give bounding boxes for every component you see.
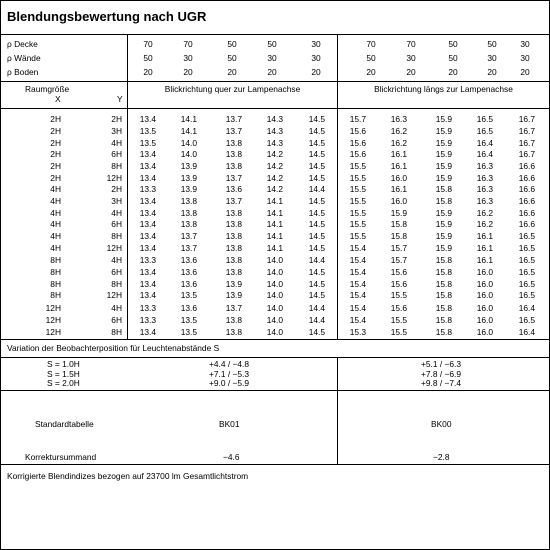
ugr-laengs-value: 16.2 [390,125,407,136]
ugr-laengs-value: 16.1 [476,255,493,265]
ugr-laengs-value: 15.8 [435,303,452,313]
room-y: 8H [111,231,122,242]
ugr-quer-value: 13.5 [180,314,197,325]
reflectance-value: 30 [520,39,530,49]
ugr-quer-value: 13.8 [225,161,242,172]
room-y: 8H [111,326,122,337]
ugr-quer-value: 14.5 [308,125,325,136]
reflectance-value: 20 [366,67,376,77]
table-title: Blendungsbewertung nach UGR [7,9,207,24]
ugr-laengs-value: 16.4 [476,149,493,160]
room-x: 4H [50,207,61,218]
ugr-quer-value: 14.2 [266,149,283,160]
reflectance-value: 20 [267,67,277,77]
ugr-quer-value: 14.5 [308,137,325,148]
ugr-laengs-value: 16.6 [518,195,535,206]
spacing-label: S = 2.0H [47,378,80,388]
ugr-laengs-value: 16.3 [390,114,407,124]
ugr-quer-value: 14.1 [266,243,283,253]
ugr-quer-value: 14.1 [266,219,283,230]
ugr-quer-value: 13.5 [180,326,197,337]
ugr-laengs-value: 15.6 [390,266,407,277]
ugr-quer-value: 13.4 [139,207,156,218]
ugr-laengs-value: 16.0 [476,314,493,325]
ugr-laengs-value: 15.4 [349,255,366,265]
ugr-quer-value: 14.2 [266,184,283,194]
divider [337,357,338,464]
reflectance-value: 30 [520,53,530,63]
ugr-laengs-value: 15.6 [390,278,407,289]
room-x: 2H [50,161,61,172]
room-x: 12H [45,326,61,337]
ugr-quer-value: 14.5 [308,243,325,253]
standard-table-label: Standardtabelle [35,419,94,429]
ugr-laengs-value: 15.5 [349,219,366,230]
ugr-laengs-value: 15.9 [435,161,452,172]
ugr-quer-value: 14.4 [308,303,325,313]
room-y: 12H [106,243,122,253]
ugr-quer-value: 13.4 [139,278,156,289]
reflectance-value: 50 [487,39,497,49]
ugr-laengs-value: 15.4 [349,314,366,325]
ugr-quer-value: 14.5 [308,326,325,337]
ugr-quer-value: 14.0 [266,303,283,313]
ugr-laengs-value: 15.4 [349,243,366,253]
reflectance-value: 30 [311,53,321,63]
view-laengs-header: Blickrichtung längs zur Lampenachse [374,84,513,94]
ugr-laengs-value: 16.3 [476,195,493,206]
room-y-header: Y [117,94,123,104]
room-x: 4H [50,231,61,242]
reflectance-value: 30 [487,53,497,63]
room-y: 4H [111,255,122,265]
ugr-laengs-value: 15.6 [349,125,366,136]
correction-quer: −4.6 [223,452,240,462]
ugr-quer-value: 13.7 [225,114,242,124]
ugr-laengs-value: 15.5 [390,290,407,301]
ugr-quer-value: 13.8 [225,255,242,265]
ugr-quer-value: 13.8 [225,219,242,230]
ugr-laengs-value: 16.5 [518,290,535,301]
ugr-laengs-value: 15.8 [390,231,407,242]
room-x: 12H [45,303,61,313]
room-y: 2H [111,114,122,124]
ugr-quer-value: 13.4 [139,195,156,206]
ugr-laengs-value: 15.9 [435,207,452,218]
ugr-quer-value: 13.7 [180,243,197,253]
reflectance-value: 20 [227,67,237,77]
ugr-quer-value: 14.2 [266,173,283,183]
ugr-quer-value: 13.8 [225,149,242,160]
ugr-quer-value: 13.9 [225,290,242,301]
reflectance-value: 20 [311,67,321,77]
ugr-laengs-value: 15.5 [349,231,366,242]
ugr-quer-value: 14.5 [308,195,325,206]
ugr-laengs-value: 15.8 [435,326,452,337]
room-y: 6H [111,266,122,277]
room-x: 2H [50,149,61,160]
room-x: 8H [50,290,61,301]
ugr-quer-value: 14.5 [308,161,325,172]
ugr-quer-value: 13.5 [139,125,156,136]
ugr-quer-value: 13.4 [139,114,156,124]
ugr-quer-value: 14.5 [308,278,325,289]
room-x-header: X [55,94,61,104]
reflectance-label: ρ Wände [7,53,41,63]
footnote: Korrigierte Blendindizes bezogen auf 23700 lm Gesamtlichtstrom [7,471,249,481]
room-y: 3H [111,195,122,206]
ugr-laengs-value: 15.4 [349,290,366,301]
ugr-laengs-value: 16.2 [390,137,407,148]
reflectance-value: 50 [448,53,458,63]
ugr-laengs-value: 16.4 [518,326,535,337]
reflectance-value: 50 [448,39,458,49]
room-y: 3H [111,125,122,136]
reflectance-value: 20 [406,67,416,77]
ugr-laengs-value: 15.5 [349,161,366,172]
ugr-laengs-value: 16.5 [518,255,535,265]
view-quer-header: Blickrichtung quer zur Lampenachse [164,84,301,94]
ugr-laengs-value: 15.6 [349,149,366,160]
room-x: 4H [50,219,61,230]
ugr-quer-value: 14.0 [266,326,283,337]
room-y: 8H [111,161,122,172]
ugr-quer-value: 14.0 [266,314,283,325]
ugr-quer-value: 14.0 [266,255,283,265]
ugr-quer-value: 13.4 [139,149,156,160]
ugr-quer-value: 14.0 [266,266,283,277]
room-y: 4H [111,303,122,313]
ugr-laengs-value: 15.8 [435,184,452,194]
ugr-quer-value: 13.8 [225,326,242,337]
ugr-quer-value: 14.0 [180,137,197,148]
ugr-laengs-value: 16.7 [518,125,535,136]
ugr-laengs-value: 16.2 [476,207,493,218]
reflectance-value: 20 [487,67,497,77]
ugr-laengs-value: 16.3 [476,161,493,172]
ugr-laengs-value: 15.4 [349,266,366,277]
room-x: 12H [45,314,61,325]
ugr-quer-value: 13.9 [180,173,197,183]
ugr-laengs-value: 15.9 [435,231,452,242]
ugr-quer-value: 14.1 [266,231,283,242]
ugr-quer-value: 13.5 [139,137,156,148]
reflectance-value: 70 [366,39,376,49]
divider [1,34,549,35]
ugr-laengs-value: 16.6 [518,161,535,172]
room-x: 2H [50,173,61,183]
ugr-laengs-value: 16.6 [518,184,535,194]
ugr-laengs-value: 15.5 [390,314,407,325]
ugr-quer-value: 13.7 [225,303,242,313]
ugr-quer-value: 13.7 [225,195,242,206]
ugr-quer-value: 14.1 [266,207,283,218]
room-x: 4H [50,184,61,194]
ugr-quer-value: 13.6 [180,303,197,313]
variation-quer: +4.4 / −4.8 [209,359,250,369]
ugr-quer-value: 14.1 [266,195,283,206]
ugr-laengs-value: 15.5 [390,326,407,337]
ugr-laengs-value: 15.4 [349,278,366,289]
ugr-laengs-value: 15.9 [435,243,452,253]
room-y: 6H [111,219,122,230]
variation-title: Variation der Beobachterposition für Leuchtenabstände S [7,343,220,353]
room-x: 4H [50,243,61,253]
ugr-laengs-value: 15.7 [390,243,407,253]
ugr-laengs-value: 15.9 [435,149,452,160]
ugr-quer-value: 13.7 [225,173,242,183]
ugr-laengs-value: 16.5 [518,266,535,277]
ugr-quer-value: 13.3 [139,255,156,265]
ugr-laengs-value: 16.7 [518,114,535,124]
ugr-laengs-value: 15.9 [435,173,452,183]
room-y: 6H [111,314,122,325]
ugr-quer-value: 13.4 [139,173,156,183]
reflectance-value: 50 [227,53,237,63]
room-x: 8H [50,266,61,277]
ugr-laengs-value: 15.5 [349,173,366,183]
room-size-header: Raumgröße [25,84,70,94]
reflectance-label: ρ Boden [7,67,39,77]
ugr-quer-value: 13.7 [180,231,197,242]
ugr-laengs-value: 15.9 [435,219,452,230]
ugr-laengs-value: 16.5 [518,278,535,289]
ugr-quer-value: 13.6 [180,278,197,289]
ugr-laengs-value: 16.7 [518,149,535,160]
reflectance-value: 70 [406,39,416,49]
ugr-laengs-value: 15.7 [390,255,407,265]
ugr-quer-value: 13.9 [180,184,197,194]
ugr-laengs-value: 15.5 [349,184,366,194]
ugr-laengs-value: 16.5 [518,243,535,253]
ugr-laengs-value: 16.6 [518,219,535,230]
reflectance-value: 50 [267,39,277,49]
variation-laengs: +7.8 / −6.9 [421,368,462,379]
reflectance-value: 20 [520,67,530,77]
variation-quer: +7.1 / −5.3 [209,368,250,379]
variation-laengs: +9.8 / −7.4 [421,378,462,388]
reflectance-value: 30 [311,39,321,49]
ugr-laengs-value: 16.2 [476,219,493,230]
divider [1,81,549,82]
ugr-laengs-value: 16.3 [476,184,493,194]
room-x: 2H [50,125,61,136]
ugr-laengs-value: 16.0 [476,278,493,289]
room-y: 6H [111,149,122,160]
correction-label: Korrektursummand [25,452,97,462]
ugr-quer-value: 13.8 [225,266,242,277]
ugr-laengs-value: 15.3 [349,326,366,337]
ugr-quer-value: 13.4 [139,243,156,253]
ugr-laengs-value: 16.4 [518,303,535,313]
ugr-laengs-value: 16.5 [476,114,493,124]
reflectance-value: 50 [143,53,153,63]
ugr-quer-value: 14.5 [308,219,325,230]
ugr-quer-value: 13.3 [139,184,156,194]
ugr-quer-value: 13.6 [225,184,242,194]
room-x: 8H [50,278,61,289]
ugr-laengs-value: 16.0 [390,173,407,183]
ugr-quer-value: 14.1 [180,114,197,124]
divider [1,108,549,109]
ugr-laengs-value: 15.9 [435,125,452,136]
ugr-quer-value: 14.5 [308,173,325,183]
ugr-quer-value: 13.3 [139,303,156,313]
room-x: 2H [50,137,61,148]
room-x: 8H [50,255,61,265]
ugr-quer-value: 13.4 [139,326,156,337]
ugr-quer-value: 14.5 [308,149,325,160]
ugr-quer-value: 13.4 [139,266,156,277]
ugr-quer-value: 14.4 [308,184,325,194]
ugr-quer-value: 13.8 [225,137,242,148]
ugr-laengs-value: 15.8 [435,266,452,277]
reflectance-label: ρ Decke [7,39,38,49]
ugr-laengs-value: 15.9 [390,207,407,218]
ugr-quer-value: 14.5 [308,290,325,301]
ugr-laengs-value: 15.8 [435,255,452,265]
ugr-laengs-value: 15.8 [435,314,452,325]
ugr-laengs-value: 15.9 [435,114,452,124]
spacing-label: S = 1.0H [47,359,80,369]
ugr-laengs-value: 16.3 [476,173,493,183]
ugr-quer-value: 14.3 [266,125,283,136]
ugr-quer-value: 13.4 [139,231,156,242]
reflectance-value: 30 [406,53,416,63]
divider [1,390,549,391]
ugr-quer-value: 13.8 [225,231,242,242]
ugr-quer-value: 14.5 [308,266,325,277]
reflectance-value: 70 [143,39,153,49]
ugr-laengs-value: 15.8 [435,278,452,289]
ugr-quer-value: 14.4 [308,314,325,325]
ugr-laengs-value: 16.0 [476,266,493,277]
ugr-laengs-value: 16.1 [390,149,407,160]
ugr-quer-value: 14.4 [308,255,325,265]
ugr-quer-value: 13.9 [180,161,197,172]
reflectance-value: 70 [183,39,193,49]
ugr-quer-value: 13.9 [225,278,242,289]
room-x: 4H [50,195,61,206]
ugr-quer-value: 14.0 [266,278,283,289]
ugr-laengs-value: 16.4 [476,137,493,148]
ugr-quer-value: 14.0 [180,149,197,160]
ugr-laengs-value: 15.6 [349,137,366,148]
variation-quer: +9.0 / −5.9 [209,378,250,388]
ugr-quer-value: 13.8 [225,314,242,325]
ugr-laengs-value: 16.0 [476,326,493,337]
ugr-laengs-value: 15.7 [349,114,366,124]
ugr-laengs-value: 16.0 [390,195,407,206]
room-y: 4H [111,207,122,218]
reflectance-value: 30 [183,53,193,63]
ugr-laengs-value: 16.1 [476,231,493,242]
ugr-quer-value: 14.5 [308,231,325,242]
divider [1,357,549,358]
standard-quer: BK01 [219,419,240,429]
ugr-laengs-value: 15.8 [435,195,452,206]
reflectance-value: 50 [227,39,237,49]
room-x: 2H [50,114,61,124]
ugr-quer-value: 13.8 [180,207,197,218]
ugr-laengs-value: 16.1 [390,161,407,172]
room-y: 12H [106,290,122,301]
room-y: 8H [111,278,122,289]
ugr-quer-value: 13.4 [139,219,156,230]
ugr-laengs-value: 15.8 [435,290,452,301]
ugr-laengs-value: 16.6 [518,207,535,218]
reflectance-value: 30 [267,53,277,63]
ugr-quer-value: 14.5 [308,114,325,124]
ugr-laengs-value: 15.5 [349,195,366,206]
standard-laengs: BK00 [431,419,452,429]
ugr-quer-value: 14.3 [266,137,283,148]
ugr-laengs-value: 15.4 [349,303,366,313]
ugr-laengs-value: 15.9 [435,137,452,148]
ugr-quer-value: 14.5 [308,207,325,218]
room-y: 2H [111,184,122,194]
ugr-laengs-value: 16.1 [476,243,493,253]
ugr-quer-value: 13.6 [180,266,197,277]
ugr-quer-value: 13.4 [139,290,156,301]
ugr-laengs-value: 15.6 [390,303,407,313]
ugr-quer-value: 13.8 [180,219,197,230]
ugr-laengs-value: 16.0 [476,303,493,313]
correction-laengs: −2.8 [433,452,450,462]
ugr-laengs-value: 16.7 [518,137,535,148]
ugr-laengs-value: 16.5 [518,231,535,242]
ugr-laengs-value: 15.8 [390,219,407,230]
ugr-laengs-value: 15.5 [349,207,366,218]
divider [1,464,549,465]
ugr-quer-value: 13.8 [180,195,197,206]
ugr-quer-value: 13.8 [225,207,242,218]
ugr-quer-value: 13.7 [225,125,242,136]
room-y: 4H [111,137,122,148]
variation-laengs: +5.1 / −6.3 [421,359,462,369]
ugr-quer-value: 13.6 [180,255,197,265]
reflectance-value: 20 [448,67,458,77]
ugr-quer-value: 13.5 [180,290,197,301]
ugr-quer-value: 14.2 [266,161,283,172]
ugr-laengs-value: 16.5 [476,125,493,136]
ugr-quer-value: 14.1 [180,125,197,136]
ugr-quer-value: 14.0 [266,290,283,301]
ugr-quer-value: 13.3 [139,314,156,325]
ugr-quer-value: 14.3 [266,114,283,124]
ugr-laengs-value: 16.6 [518,173,535,183]
ugr-quer-value: 13.8 [225,243,242,253]
reflectance-value: 20 [143,67,153,77]
divider [1,339,549,340]
ugr-laengs-value: 16.0 [476,290,493,301]
reflectance-value: 20 [183,67,193,77]
ugr-laengs-value: 16.1 [390,184,407,194]
reflectance-value: 50 [366,53,376,63]
spacing-label: S = 1.5H [47,368,80,379]
ugr-quer-value: 13.4 [139,161,156,172]
room-y: 12H [106,173,122,183]
ugr-laengs-value: 16.5 [518,314,535,325]
